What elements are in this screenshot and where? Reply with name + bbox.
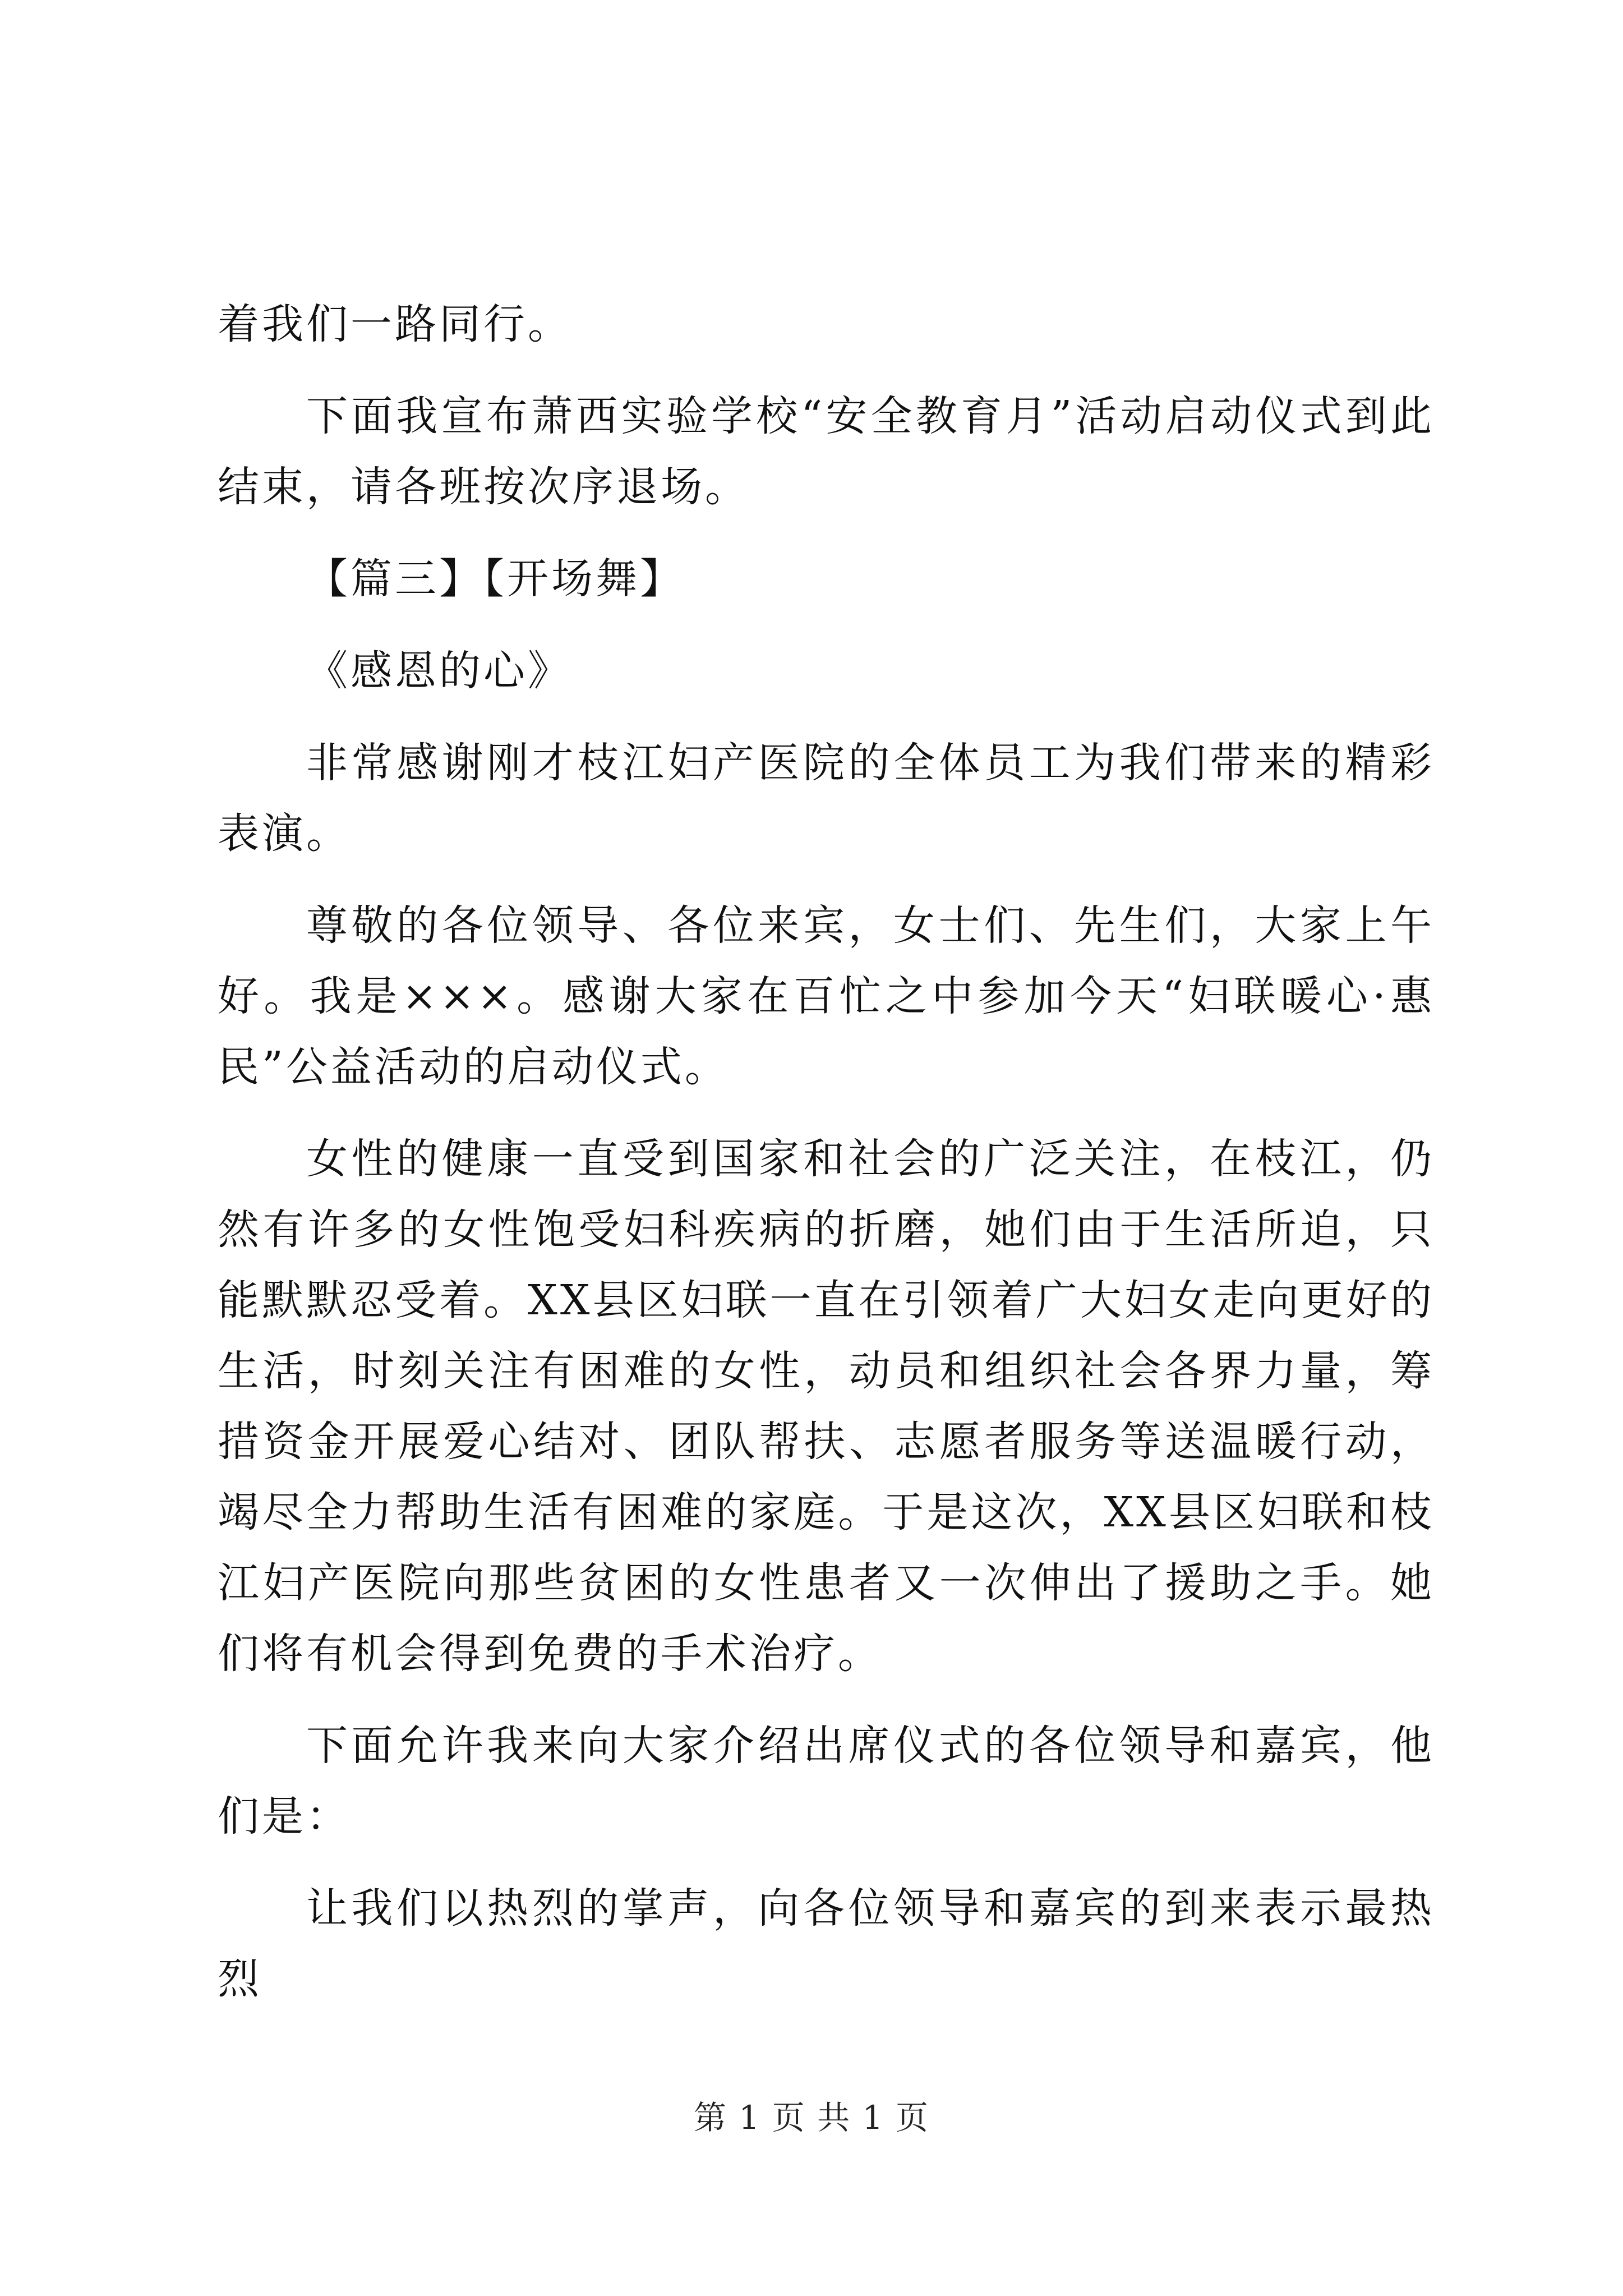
page-number-label: 第 1 页 共 1 页 xyxy=(694,2099,929,2137)
song-title: 《感恩的心》 xyxy=(306,647,572,695)
paragraph: 让我们以热烈的掌声，向各位领导和嘉宾的到来表示最热烈 xyxy=(218,1884,1435,2003)
section-heading: 【篇三】【开场舞】 xyxy=(306,555,684,603)
paragraph: 着我们一路同行。 xyxy=(218,300,572,348)
paragraph: 下面允许我来向大家介绍出席仪式的各位领导和嘉宾，他们是： xyxy=(218,1722,1435,1841)
paragraph: 尊敬的各位领导、各位来宾，女士们、先生们，大家上午好。我是×××。感谢大家在百忙之中参加今天“妇联暖心·惠民”公益活动的启动仪式。 xyxy=(218,901,1435,1091)
document-body xyxy=(218,289,1435,2036)
page-footer xyxy=(0,2095,1623,2140)
paragraph: 女性的健康一直受到国家和社会的广泛关注，在枝江，仍然有许多的女性饱受妇科疾病的折磨，她们由于生活所迫，只能默默忍受着。XX县区妇联一直在引领着广大妇女走向更好的生活，时刻关注有困难的女性，动员和组织社会各界力量，筹措资金开展爱心结对、团队帮扶、志愿者服务等送温暖行动，竭尽全力帮助生活有困难的家庭。于是这次，XX县区妇联和枝江妇产医院向那些贫困的女性患者又一次伸出了援助之手。她们将有机会得到免费的手术治疗。 xyxy=(218,1135,1435,1678)
paragraph: 非常感谢刚才枝江妇产医院的全体员工为我们带来的精彩表演。 xyxy=(218,739,1435,858)
paragraph: 下面我宣布萧西实验学校“安全教育月”活动启动仪式到此结束，请各班按次序退场。 xyxy=(218,392,1435,511)
